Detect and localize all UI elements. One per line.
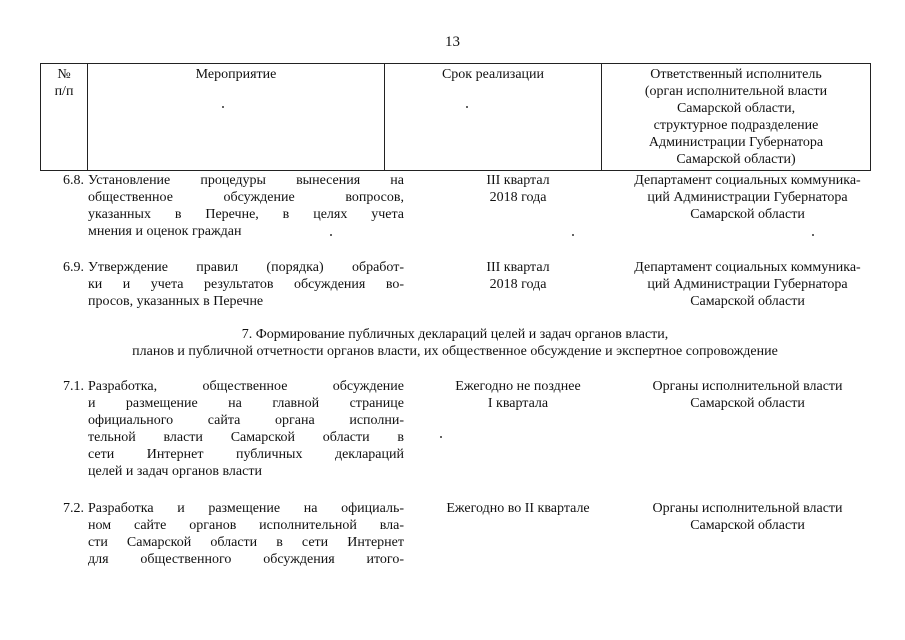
term-line: Ежегодно не позднее [455,379,581,394]
resp-line: Органы исполнительной власти [652,379,843,394]
header-resp-line: Самарской области) [676,152,796,167]
header-term-label: Срок реализации [441,67,545,82]
desc-line: Разработка, общественное обсуждение [88,379,404,394]
desc-line: мнения и оценок граждан [88,224,242,239]
section-title-line: 7. Формирование публичных деклараций целей и задач органов власти, [241,327,669,342]
resp-line: Департамент социальных коммуника- [634,260,861,275]
desc-line: сети Интернет публичных деклараций [88,447,404,462]
resp-line: Департамент социальных коммуника- [634,173,861,188]
desc-line: и размещение на главной странице [88,396,404,411]
header-col-term [385,64,602,171]
resp-line: Самарской области [690,518,805,533]
term-line: III квартал [486,260,550,275]
header-resp-line: Администрации Губернатора [648,135,824,150]
row-number: 6.8. [63,173,84,188]
row-responsible [615,172,880,223]
header-number-abbr: п/п [54,84,74,99]
resp-line: Органы исполнительной власти [652,501,843,516]
desc-line: Утверждение правил (порядка) обработ- [88,260,404,275]
desc-line: ном сайте органов исполнительной вла- [88,518,404,533]
header-resp-line: (орган исполнительной власти [644,84,828,99]
row-number: 6.9. [63,260,84,275]
desc-line: Установление процедуры вынесения на [88,173,404,188]
scan-speck [330,234,332,236]
scan-speck [466,106,468,108]
resp-line: ций Администрации Губернатора [647,277,848,292]
desc-line: Разработка и размещение на официаль- [88,501,404,516]
desc-line: для общественного обсуждения итого- [88,552,404,567]
scan-speck [572,234,574,236]
desc-line: официального сайта органа исполни- [88,413,404,428]
row-description [88,378,404,480]
row-number: 7.2. [63,501,84,516]
term-line: III квартал [486,173,550,188]
row-description [88,259,404,310]
row-term [414,172,622,206]
desc-line: сти Самарской области в сети Интернет [88,535,404,550]
row-responsible [615,378,880,412]
scan-speck [222,106,224,108]
desc-line: просов, указанных в Перечне [88,294,264,309]
desc-line: общественное обсуждение вопросов, [88,190,404,205]
section-title-line: планов и публичной отчетности органов власти, их общественное обсуждение и экспертное сопровождение [132,344,778,359]
row-description [88,172,404,240]
desc-line: ки и учета результатов обсуждения во- [88,277,404,292]
header-resp-line: Самарской области, [676,101,796,116]
resp-line: Самарской области [690,396,805,411]
resp-line: Самарской области [690,294,805,309]
row-term [414,500,622,517]
header-col-number [41,64,88,171]
row-description [88,500,404,568]
table-header [40,63,871,171]
header-number-sign: № [57,67,71,82]
term-line: I квартала [487,396,549,411]
scan-speck [440,436,442,438]
row-number: 7.1. [63,379,84,394]
header-event-label: Мероприятие [195,67,277,82]
header-resp-line: структурное подразделение [653,118,819,133]
desc-line: тельной власти Самарской области в [88,430,404,445]
scan-speck [812,234,814,236]
resp-line: Самарской области [690,207,805,222]
section-7-heading [40,326,870,360]
row-term [414,378,622,412]
header-resp-line: Ответственный исполнитель [650,67,822,82]
row-responsible [615,500,880,534]
row-term [414,259,622,293]
resp-line: ций Администрации Губернатора [647,190,848,205]
term-line: 2018 года [489,277,547,292]
header-col-event [88,64,385,171]
page-number: 13 [445,34,460,50]
desc-line: целей и задач органов власти [88,464,262,479]
header-col-responsible [602,64,871,171]
desc-line: указанных в Перечне, в целях учета [88,207,404,222]
row-responsible [615,259,880,310]
term-line: 2018 года [489,190,547,205]
term-line: Ежегодно во II квартале [446,501,590,516]
